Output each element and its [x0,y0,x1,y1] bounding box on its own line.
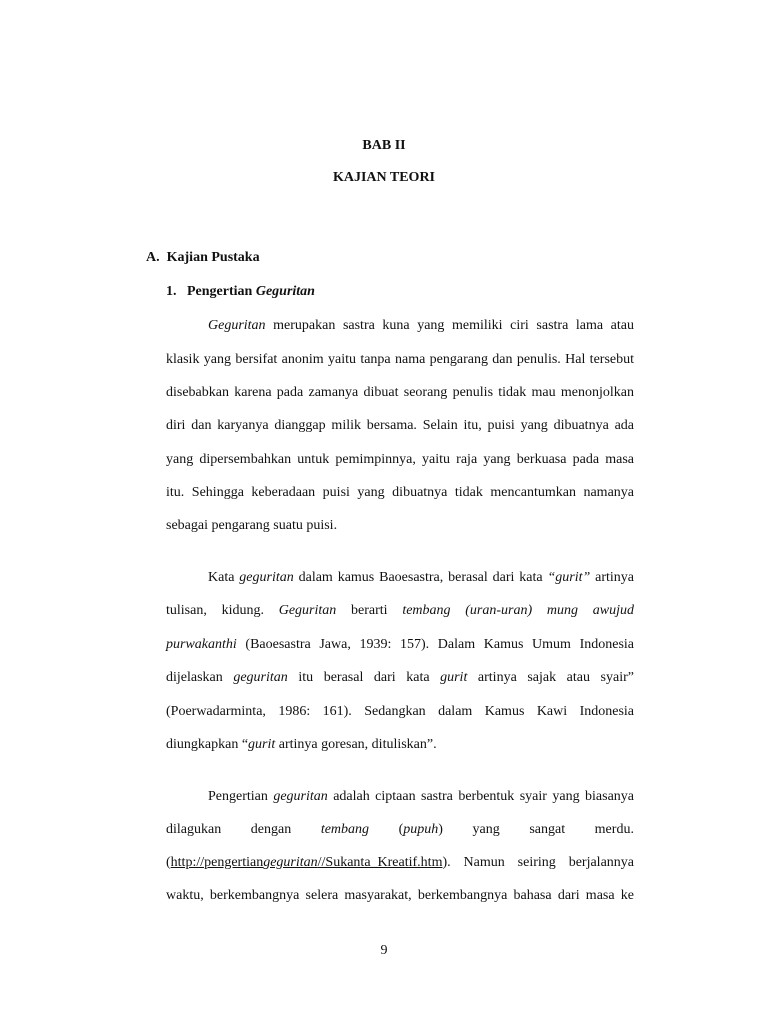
p2-line-1 [208,569,634,587]
chapter-number: BAB II [362,138,406,153]
text: Pengertian [208,789,274,804]
p2-line-5: (Poerwadarminta, 1986: 161). Sedangkan dalam Kamus Kawi Indonesia [166,704,634,719]
term: tembang [320,822,370,837]
p1-line-3: disebabkan karena pada zamanya dibuat seorang penulis tidak mau menonjolkan [166,385,634,400]
p1-line-4: diri dan karyanya dianggap milik bersama. Selain itu, puisi yang dibuatnya ada [166,418,634,433]
word: sangat [529,822,566,837]
p1-line-7: sebagai pengarang suatu puisi. [166,518,338,533]
text: itu berasal dari kata [287,670,441,685]
page-number: 9 [380,943,388,958]
reference-link[interactable] [171,855,443,870]
p2-line-4 [166,669,634,687]
text: ( [166,855,171,870]
text: berarti [336,603,403,618]
word: yang [472,822,500,837]
link-part: http://pengertian [170,855,264,870]
p2-line-6 [166,736,634,754]
term: pupuh [403,822,439,837]
text: dalam kamus Baoesastra, berasal dari kata [293,570,548,585]
subsection-label: 1. [166,284,177,299]
section-title: Kajian Pustaka [166,250,260,265]
paren: ( [398,822,404,837]
text: artinya sajak atau syair” [467,670,634,685]
term: tembang (uran-uran) mung awujud [402,603,634,618]
text: merupakan sastra kuna yang memiliki ciri sastra lama atau [265,318,634,333]
text: artinya [590,570,635,585]
text: (Baoesastra Jawa, 1939: 157). Dalam Kamus Umum Indonesia [236,637,634,652]
term: “gurit” [547,570,591,585]
text: diungkapkan “ [166,737,249,752]
subsection-title: Pengertian [187,284,253,299]
text: adalah ciptaan sastra berbentuk syair yang biasanya [327,789,635,804]
text: tulisan, kidung. [166,603,279,618]
p1-line-5: yang dipersembahkan untuk pemimpinnya, yaitu raja yang berkuasa pada masa [166,452,634,467]
term: geguritan [239,570,294,585]
paren: ) [438,822,443,837]
p1-line-1 [208,317,634,335]
p1-line-6: itu. Sehingga keberadaan puisi yang dibuatnya tidak mencantumkan namanya [166,485,634,500]
p1-line-2: klasik yang bersifat anonim yaitu tanpa nama pengarang dan penulis. Hal tersebut [166,352,634,367]
link-part: geguritan [263,855,318,870]
text: dijelaskan [166,670,234,685]
subsection-title-italic: Geguritan [255,284,315,299]
chapter-title: KAJIAN TEORI [332,170,436,185]
p3-line-4: waktu, berkembangnya selera masyarakat, berkembangnya bahasa dari masa ke [166,888,634,903]
subsection-heading [166,284,315,300]
term: purwakanthi [166,637,237,652]
term: geguritan [273,789,328,804]
word-group [399,821,443,839]
p2-line-3 [166,636,634,654]
section-heading [146,250,260,266]
term: gurit [248,737,276,752]
p3-line-1 [208,788,634,806]
term: Geguritan [278,603,337,618]
text: Kata [208,570,240,585]
term: geguritan [233,670,288,685]
p2-line-2 [166,602,634,620]
text: artinya goresan, dituliskan”. [275,737,437,752]
p3-line-2 [166,821,634,839]
term-geguritan: Geguritan [208,318,266,333]
term: gurit [440,670,468,685]
p3-line-3 [166,854,634,872]
section-label: A. [146,250,160,265]
link-part: //Sukanta_Kreatif.htm [317,855,443,870]
text: ). Namun seiring berjalannya [442,855,634,870]
word: merdu. [594,822,634,837]
word: dilagukan [166,822,222,837]
word: dengan [250,822,292,837]
